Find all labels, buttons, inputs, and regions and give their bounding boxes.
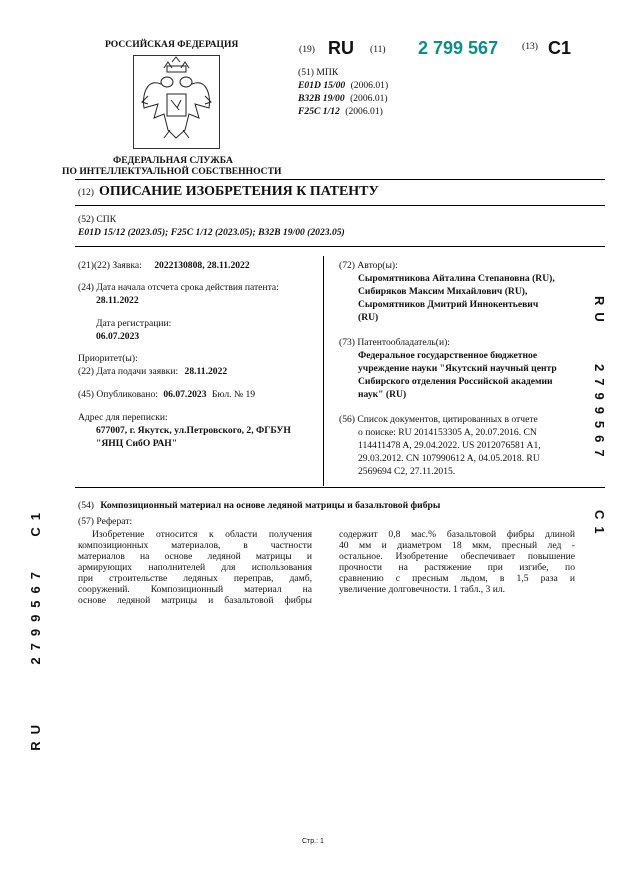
abstract-line: Изобретение относится к области получения xyxy=(92,529,312,540)
filing-value: 28.11.2022 xyxy=(184,366,228,377)
abstract-line: прочности на растяжение при изгибе, по xyxy=(339,562,575,573)
biblio-rule xyxy=(75,487,605,488)
registration-value: 06.07.2023 xyxy=(96,331,140,342)
abstract-line: 40 мм и диаметром 18 мкм, пресный лед - xyxy=(339,540,575,551)
agency-line-1: ФЕДЕРАЛЬНАЯ СЛУЖБА xyxy=(113,155,233,166)
coat-of-arms-emblem xyxy=(133,55,220,149)
field-code-19: (19) xyxy=(299,44,315,55)
invention-title: Композиционный материал на основе ледяной матрицы и базальтовой фибры xyxy=(100,500,441,511)
invention-title-code: (54) xyxy=(78,500,94,511)
side-code-right-kind: C1 xyxy=(592,510,607,541)
spk-rule xyxy=(75,246,605,247)
documents-label: (56) Список документов, цитированных в отчете xyxy=(339,414,538,425)
field-code-13: (13) xyxy=(522,41,538,52)
mpk-row-2 xyxy=(298,93,388,104)
abstract-line: сравнению с пресным льдом, в 1,5 раза и xyxy=(339,573,575,584)
author-line: (RU) xyxy=(358,312,379,323)
abstract-left-column xyxy=(78,529,312,606)
doc-title: ОПИСАНИЕ ИЗОБРЕТЕНИЯ К ПАТЕНТУ xyxy=(99,184,379,199)
abstract-line: содержит 0,8 мас.% базальтовой фибры длиной xyxy=(339,529,575,540)
owner-label: (73) Патентообладатель(и): xyxy=(339,337,450,348)
document-line: о поиске: RU 2014153305 A, 20.07.2016. CN xyxy=(358,427,537,438)
published-label: (45) Опубликовано: xyxy=(78,389,158,400)
side-code-left-kind: C1 xyxy=(28,506,43,537)
column-divider xyxy=(323,256,324,486)
published-row xyxy=(78,389,255,400)
filing-row xyxy=(78,366,227,377)
abstract-right-column xyxy=(339,529,575,595)
published-value: 06.07.2023 xyxy=(163,389,207,400)
owner-line: наук" (RU) xyxy=(358,389,407,400)
title-rule xyxy=(75,205,605,206)
author-line: Сибиряков Максим Михайлович (RU), xyxy=(358,286,528,297)
author-line: Сыромятникова Айталина Степановна (RU), xyxy=(358,273,555,284)
abstract-line: при строительстве ледяных переправ, дамб, xyxy=(78,573,312,584)
priority-label: Приоритет(ы): xyxy=(78,353,138,364)
mpk-row-3 xyxy=(298,106,383,117)
bulletin: Бюл. № 19 xyxy=(211,389,256,400)
application-value: 2022130808, 28.11.2022 xyxy=(154,260,250,271)
registration-label: Дата регистрации: xyxy=(96,318,172,329)
term-value: 28.11.2022 xyxy=(96,295,139,306)
doc-code: (12) xyxy=(78,187,94,198)
address-line-2: "ЯНЦ СибО РАН" xyxy=(96,438,178,449)
side-code-right-ru: RU xyxy=(592,296,607,329)
abstract-line: армирующих наполнителей для использования xyxy=(78,562,312,573)
country-code-ru: RU xyxy=(328,38,354,58)
abstract-line: остальное. Изобретение обеспечивает повышение xyxy=(339,551,575,562)
mpk-code: F25C 1/12 xyxy=(298,106,340,117)
page-number: Стр.: 1 xyxy=(302,838,324,845)
field-code-11: (11) xyxy=(370,44,386,55)
mpk-row-1 xyxy=(298,80,388,91)
address-line-1: 677007, г. Якутск, ул.Петровского, 2, ФГБУН xyxy=(96,425,291,436)
filing-label: (22) Дата подачи заявки: xyxy=(78,366,179,377)
side-code-right-number: 2799567 xyxy=(592,364,607,464)
abstract-line: композиционных материалов, в частности xyxy=(78,540,312,551)
invention-title-row xyxy=(78,500,440,511)
agency-line-2: ПО ИНТЕЛЛЕКТУАЛЬНОЙ СОБСТВЕННОСТИ xyxy=(62,166,282,177)
abstract-line: сооружений. Композиционный материал на xyxy=(78,584,312,595)
header-rule xyxy=(75,179,605,180)
mpk-version: (2006.01) xyxy=(350,93,388,104)
patent-number: 2 799 567 xyxy=(418,38,499,58)
mpk-label: (51) МПК xyxy=(298,67,339,78)
document-line: 2569694 C2, 27.11.2015. xyxy=(358,466,456,477)
country-name: РОССИЙСКАЯ ФЕДЕРАЦИЯ xyxy=(105,39,239,50)
side-code-left-ru: RU xyxy=(28,718,43,751)
patent-kind: C1 xyxy=(548,38,572,58)
term-label: (24) Дата начала отсчета срока действия патента: xyxy=(78,282,279,293)
document-line: 29.03.2012. CN 107990612 A, 04.05.2018. RU xyxy=(358,453,540,464)
spk-value: E01D 15/12 (2023.05); F25C 1/12 (2023.05); B32B 19/00 (2023.05) xyxy=(78,227,345,238)
abstract-line: материалов на основе ледяной матрицы и xyxy=(78,551,312,562)
authors-label: (72) Автор(ы): xyxy=(339,260,398,271)
mpk-version: (2006.01) xyxy=(350,80,389,91)
abstract-line: увеличение долговечности. 1 табл., 3 ил. xyxy=(339,584,506,595)
owner-line: учреждение науки "Якутский научный центр xyxy=(358,363,557,374)
side-code-left-number: 2799567 xyxy=(28,565,43,665)
owner-line: Федеральное государственное бюджетное xyxy=(358,350,538,361)
mpk-code: E01D 15/00 xyxy=(298,80,346,91)
application-label: (21)(22) Заявка: xyxy=(78,260,142,271)
spk-label: (52) СПК xyxy=(78,214,117,225)
address-label: Адрес для переписки: xyxy=(78,412,168,423)
abstract-label: (57) Реферат: xyxy=(78,516,133,527)
mpk-version: (2006.01) xyxy=(345,106,383,117)
author-line: Сыромятников Дмитрий Иннокентьевич xyxy=(358,299,539,310)
abstract-line: основе ледяной матрицы и базальтовой фибры xyxy=(78,595,312,606)
document-line: 114411478 A, 29.04.2022. US 2012076581 A1, xyxy=(358,440,541,451)
application-row xyxy=(78,260,250,271)
owner-line: Сибирского отделения Российской академии xyxy=(358,376,553,387)
mpk-code: B32B 19/00 xyxy=(298,93,345,104)
